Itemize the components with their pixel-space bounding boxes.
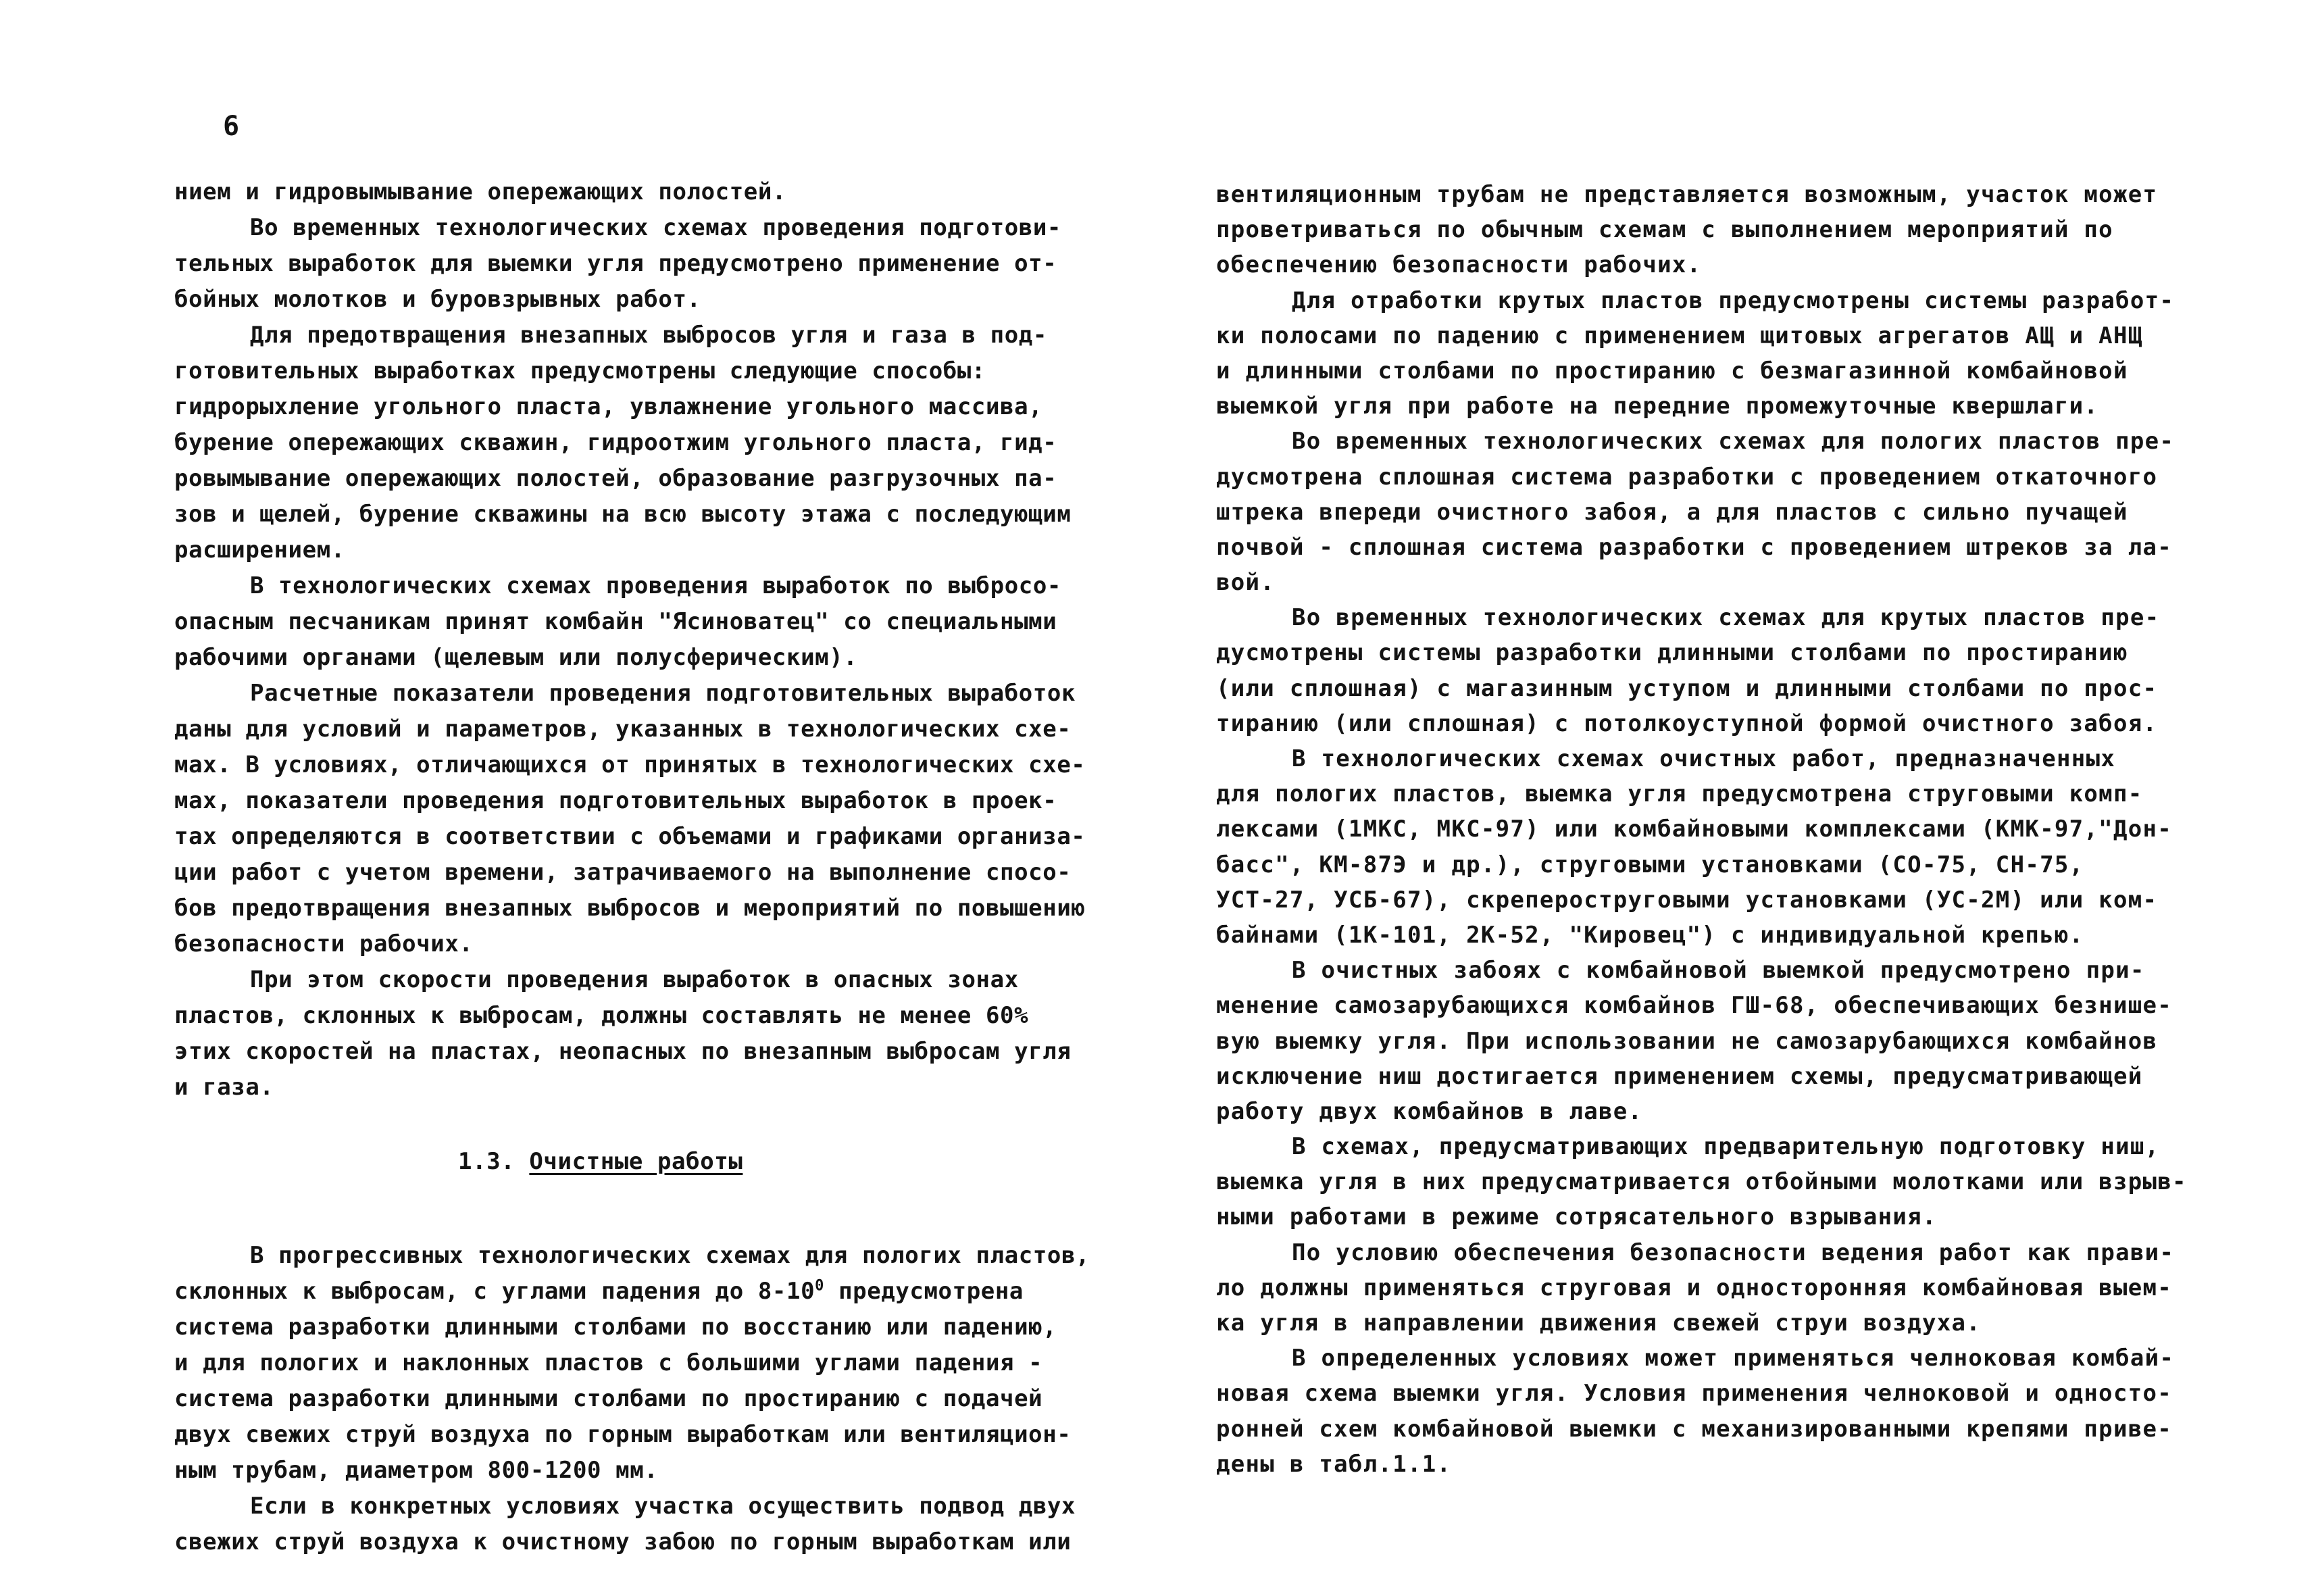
- text-line: При этом скорости проведения выработок в опасных зонах: [250, 966, 1019, 993]
- section-heading: [174, 1144, 1090, 1180]
- text-line: работу двух комбайнов в лаве.: [1216, 1097, 1643, 1125]
- text-line: В технологических схемах очистных работ, предназначенных: [1292, 745, 2116, 772]
- text-line: пластов, склонных к выбросам, должны составлять не менее 60%: [174, 1002, 1029, 1029]
- text-line: ции работ с учетом времени, затрачиваемого на выполнение спосо-: [174, 859, 1072, 886]
- text-line: дусмотрена сплошная система разработки с проведением откаточного: [1216, 463, 2158, 491]
- text-line-part: предусмотрена: [824, 1278, 1024, 1305]
- right-column-text: [1216, 177, 2187, 1482]
- text-line: штрека впереди очистного забоя, а для пластов с сильно пучащей: [1216, 498, 2128, 526]
- text-line: тиранию (или сплошная) с потолкоуступной формой очистного забоя.: [1216, 709, 2158, 737]
- text-line: Во временных технологических схемах для пологих пластов пре-: [1292, 428, 2175, 455]
- text-line: обеспечению безопасности рабочих.: [1216, 251, 1702, 279]
- text-line: В технологических схемах проведения выработок по выбросо-: [250, 572, 1061, 599]
- text-line: Расчетные показатели проведения подготовительных выработок: [250, 680, 1076, 707]
- text-line: В прогрессивных технологических схемах для пологих пластов,: [250, 1242, 1090, 1269]
- text-line: расширением.: [174, 537, 345, 564]
- text-line: и длинными столбами по простиранию с безмагазинной комбайновой: [1216, 357, 2128, 384]
- text-line: В схемах, предусматривающих предварительную подготовку ниш,: [1292, 1133, 2160, 1161]
- text-line: система разработки длинными столбами по восстанию или падению,: [174, 1314, 1057, 1341]
- text-line: ло должны применяться струговая и односторонняя комбайновая выем-: [1216, 1274, 2173, 1301]
- text-line-part: склонных к выбросам, с углами падения до 8-10: [174, 1278, 815, 1305]
- page-number: 6: [223, 111, 240, 142]
- text-line: дусмотрены системы разработки длинными столбами по простиранию: [1216, 639, 2128, 667]
- text-line: В очистных забоях с комбайновой выемкой предусмотрено при-: [1292, 957, 2145, 984]
- text-line: двух свежих струй воздуха по горным выработкам или вентиляцион-: [174, 1421, 1072, 1448]
- text-line: басс", КМ-87Э и др.), струговыми установками (СО-75, СН-75,: [1216, 851, 2084, 878]
- text-line: Во временных технологических схемах для крутых пластов пре-: [1292, 604, 2160, 632]
- text-line: ровымывание опережающих полостей, образование разгрузочных па-: [174, 465, 1057, 492]
- text-line: зов и щелей, бурение скважины на всю высоту этажа с последующим: [174, 501, 1072, 528]
- right-column: [1216, 177, 2187, 1482]
- left-column: [174, 174, 1090, 1560]
- text-line: нием и гидровымывание опережающих полостей.: [174, 178, 786, 205]
- text-line: гидрорыхление угольного пласта, увлажнение угольного массива,: [174, 393, 1043, 420]
- text-line: бурение опережающих скважин, гидроотжим угольного пласта, гид-: [174, 429, 1057, 456]
- text-line: даны для условий и параметров, указанных в технологических схе-: [174, 716, 1072, 743]
- text-line: новая схема выемки угля. Условия применения челноковой и односто-: [1216, 1380, 2173, 1407]
- left-column-text-before-heading: [174, 174, 1090, 1105]
- text-line: исключение ниш достигается применением схемы, предусматривающей: [1216, 1062, 2143, 1090]
- degree-superscript: 0: [815, 1277, 824, 1295]
- text-line: В определенных условиях может применяться челноковая комбай-: [1292, 1345, 2175, 1372]
- text-line: выемкой угля при работе на передние промежуточные квершлаги.: [1216, 393, 2099, 420]
- text-line: УСТ-27, УСБ-67), скрепероструговыми установками (УС-2М) или ком-: [1216, 886, 2158, 914]
- text-line: тах определяются в соответствии с объемами и графиками организа-: [174, 823, 1086, 850]
- text-line: и газа.: [174, 1074, 274, 1101]
- text-line: выемка угля в них предусматривается отбойными молотками или взрыв-: [1216, 1168, 2187, 1196]
- text-line: ным трубам, диаметром 800-1200 мм.: [174, 1457, 659, 1484]
- text-line: ронней схем комбайновой выемки с механизированными крепями приве-: [1216, 1415, 2173, 1443]
- text-line: для пологих пластов, выемка угля предусмотрена струговыми комп-: [1216, 780, 2143, 808]
- text-line: опасным песчаникам принят комбайн "Ясиноватец" со специальными: [174, 608, 1057, 635]
- text-line: ки полосами по падению с применением щитовых агрегатов АЩ и АНЩ: [1216, 322, 2143, 349]
- text-line: Для предотвращения внезапных выбросов угля и газа в под-: [250, 322, 1047, 349]
- text-line: По условию обеспечения безопасности ведения работ как прави-: [1292, 1239, 2175, 1266]
- text-line: рабочими органами (щелевым или полусферическим).: [174, 644, 858, 671]
- text-line: (или сплошная) с магазинным уступом и длинными столбами по прос-: [1216, 674, 2158, 702]
- text-line: бов предотвращения внезапных выбросов и мероприятий по повышению: [174, 895, 1086, 922]
- text-line: ка угля в направлении движения свежей струи воздуха.: [1216, 1310, 1982, 1337]
- text-line: Для отработки крутых пластов предусмотрены системы разработ-: [1292, 286, 2175, 314]
- text-line: мах. В условиях, отличающихся от принятых в технологических схе-: [174, 751, 1086, 778]
- text-line: дены в табл.1.1.: [1216, 1450, 1452, 1478]
- text-line: вой.: [1216, 569, 1276, 597]
- text-line: лексами (1МКС, МКС-97) или комбайновыми комплексами (КМК-97,"Дон-: [1216, 816, 2173, 843]
- text-line: и для пологих и наклонных пластов с большими углами падения -: [174, 1349, 1043, 1376]
- text-line: готовительных выработках предусмотрены следующие способы:: [174, 357, 986, 384]
- text-line: вую выемку угля. При использовании не самозарубающихся комбайнов: [1216, 1027, 2158, 1055]
- text-line: ными работами в режиме сотрясательного взрывания.: [1216, 1203, 1937, 1231]
- text-line: проветриваться по обычным схемам с выполнением мероприятий по: [1216, 216, 2113, 244]
- text-line: менение самозарубающихся комбайнов ГШ-68, обеспечивающих безнише-: [1216, 992, 2173, 1020]
- text-line: этих скоростей на пластах, неопасных по внезапным выбросам угля: [174, 1038, 1072, 1065]
- text-line: Во временных технологических схемах проведения подготови-: [250, 214, 1061, 241]
- section-title: Очистные работы: [529, 1148, 743, 1175]
- text-line: Если в конкретных условиях участка осуществить подвод двух: [250, 1493, 1076, 1520]
- text-line: тельных выработок для выемки угля предусмотрено применение от-: [174, 250, 1057, 277]
- section-number: 1.3.: [458, 1148, 515, 1175]
- text-line: байнами (1К-101, 2К-52, "Кировец") с индивидуальной крепью.: [1216, 921, 2084, 949]
- text-line: почвой - сплошная система разработки с проведением штреков за ла-: [1216, 533, 2173, 561]
- text-line: система разработки длинными столбами по простиранию с подачей: [174, 1385, 1043, 1412]
- text-line: бойных молотков и буровзрывных работ.: [174, 286, 701, 313]
- left-column-text-after-heading: [174, 1238, 1090, 1560]
- text-line: [174, 1274, 1090, 1310]
- text-line: свежих струй воздуха к очистному забою по горным выработкам или: [174, 1528, 1072, 1555]
- text-line: безопасности рабочих.: [174, 930, 474, 957]
- text-line: мах, показатели проведения подготовительных выработок в проек-: [174, 787, 1057, 814]
- text-line: вентиляционным трубам не представляется возможным, участок может: [1216, 181, 2158, 208]
